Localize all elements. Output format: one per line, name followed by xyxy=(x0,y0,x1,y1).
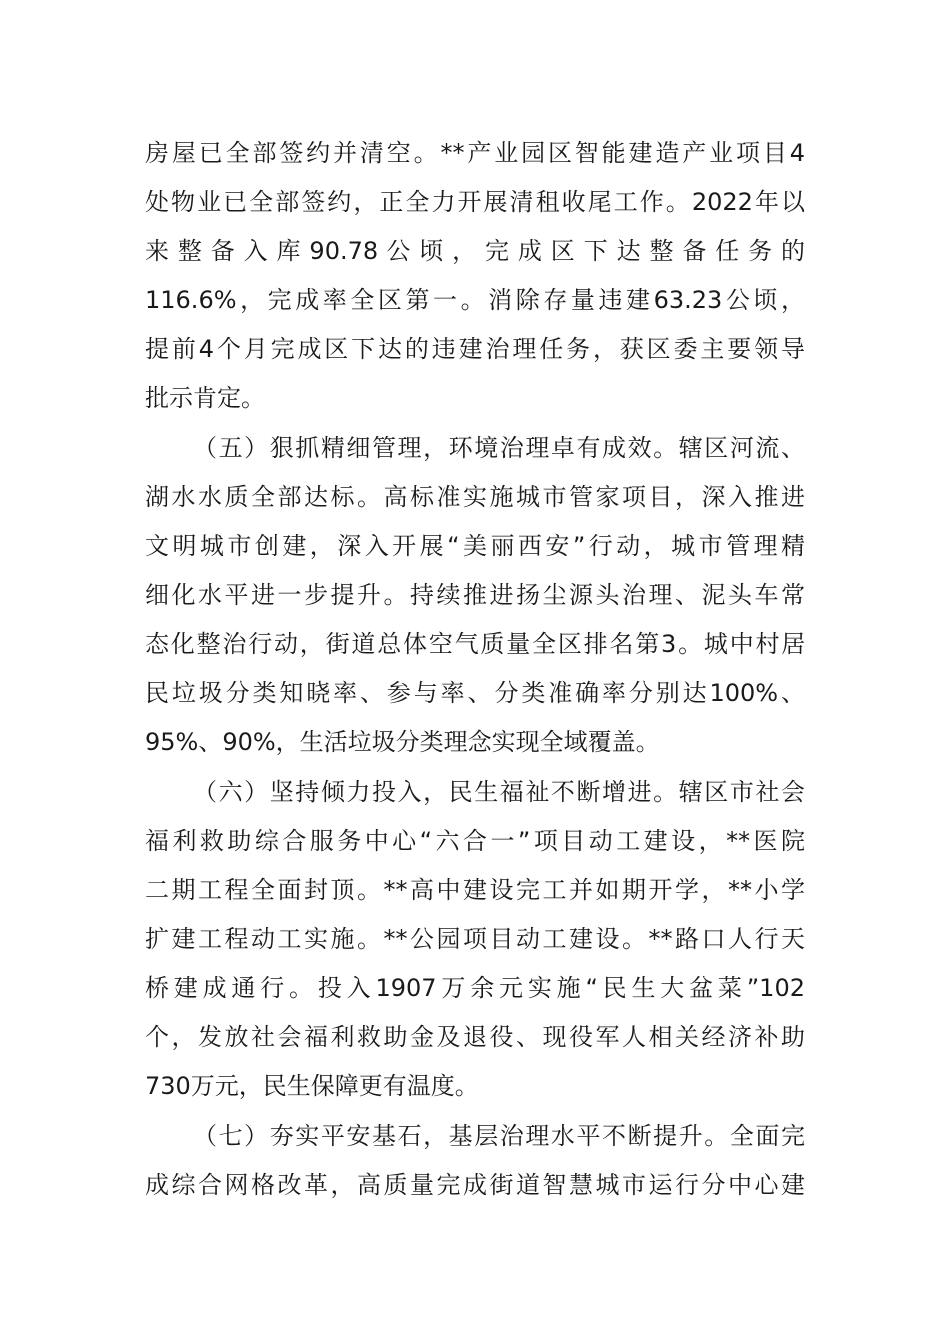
text-line: 文明城市创建，深入开展“美丽西安”行动，城市管理精 xyxy=(145,532,805,560)
paragraph-heading-5: （五）狠抓精细管理，环境治理卓有成效。辖区河流、 xyxy=(193,434,805,462)
text-line: 730万元，民生保障更有温度。 xyxy=(145,1072,479,1100)
text-line: 扩建工程动工实施。**公园项目动工建设。**路口人行天 xyxy=(145,925,805,953)
paragraph-heading-6: （六）坚持倾力投入，民生福祉不断增进。辖区市社会 xyxy=(193,778,805,806)
text-line: 116.6%，完成率全区第一。消除存量违建63.23公顷， xyxy=(145,286,805,314)
text-line: 二期工程全面封顶。**高中建设完工并如期开学，**小学 xyxy=(145,876,805,904)
text-line: 成综合网格改革，高质量完成街道智慧城市运行分中心建 xyxy=(145,1171,805,1199)
text-line: 提前4个月完成区下达的违建治理任务，获区委主要领导 xyxy=(145,335,805,363)
text-line: 处物业已全部签约，正全力开展清租收尾工作。2022年以 xyxy=(145,188,805,216)
text-line: 细化水平进一步提升。持续推进扬尘源头治理、泥头车常 xyxy=(145,581,805,609)
text-line: 福利救助综合服务中心“六合一”项目动工建设，**医院 xyxy=(145,827,805,855)
text-line: 桥建成通行。投入1907万余元实施“民生大盆菜”102 xyxy=(145,974,805,1002)
text-line: 来 整 备 入 库 90.78 公 顷 ， 完 成 区 下 达 整 备 任 务 的 xyxy=(145,237,805,265)
text-line: 民垃圾分类知晓率、参与率、分类准确率分别达100%、 xyxy=(145,679,805,707)
text-line: 批示肯定。 xyxy=(145,384,265,412)
text-line: 态化整治行动，街道总体空气质量全区排名第3。城中村居 xyxy=(145,630,805,658)
text-line: 95%、90%，生活垃圾分类理念实现全域覆盖。 xyxy=(145,728,660,756)
paragraph-heading-7: （七）夯实平安基石，基层治理水平不断提升。全面完 xyxy=(193,1122,805,1150)
text-line: 个，发放社会福利救助金及退役、现役军人相关经济补助 xyxy=(145,1023,805,1051)
text-line: 湖水水质全部达标。高标准实施城市管家项目，深入推进 xyxy=(145,483,805,511)
text-line: 房屋已全部签约并清空。**产业园区智能建造产业项目4 xyxy=(145,139,805,167)
